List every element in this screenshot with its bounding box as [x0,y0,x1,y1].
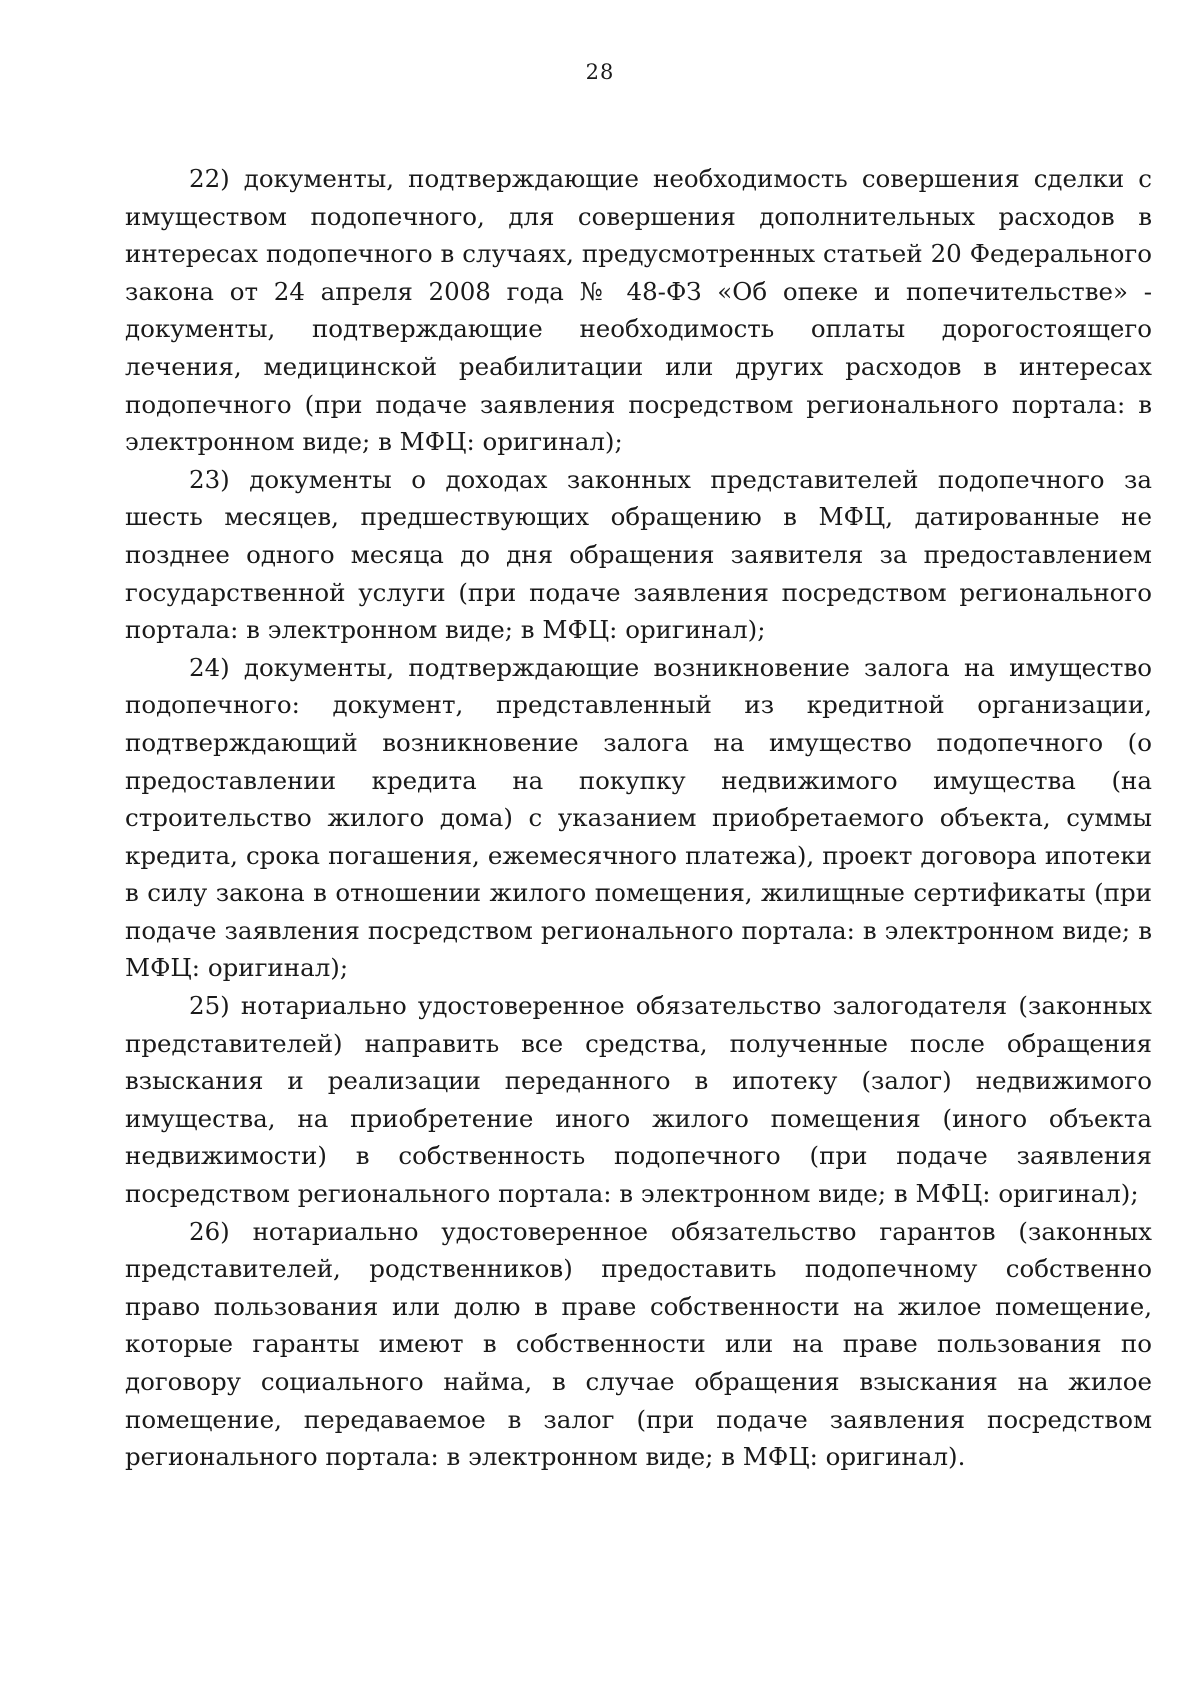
paragraph-item-26: 26) нотариально удостоверенное обязательство гарантов (законных представителей, родственников) предоставить подопечному собственно право пользования или долю в праве собственности на жилое помещение, которые гаранты имеют в собственности или на праве пользования по договору социального найма, в случае обращения взыскания на жилое помещение, передаваемое в залог (при подаче заявления посредством регионального портала: в электронном виде; в МФЦ: оригинал). [125,1216,1152,1472]
paragraph-item-25: 25) нотариально удостоверенное обязательство залогодателя (законных представителей) направить все средства, полученные после обращения взыскания и реализации переданного в ипотеку (залог) недвижимого имущества, на приобретение иного жилого помещения (иного объекта недвижимости) в собственность подопечного (при подаче заявления посредством регионального портала: в электронном виде; в МФЦ: оригинал); [125,991,1152,1209]
document-body [125,160,1152,1476]
paragraph-item-22: 22) документы, подтверждающие необходимость совершения сделки с имуществом подопечного, для совершения дополнительных расходов в интересах подопечного в случаях, предусмотренных статьей 20 Федерального закона от 24 апреля 2008 года № 48-ФЗ «Об опеке и попечительстве» - документы, подтверждающие необходимость оплаты дорогостоящего лечения, медицинской реабилитации или других расходов в интересах подопечного (при подаче заявления посредством регионального портала: в электронном виде; в МФЦ: оригинал); [125,164,1152,457]
paragraph-item-23: 23) документы о доходах законных представителей подопечного за шесть месяцев, предшествующих обращению в МФЦ, датированные не позднее одного месяца до дня обращения заявителя за предоставлением государственной услуги (при подаче заявления посредством регионального портала: в электронном виде; в МФЦ: оригинал); [125,464,1152,645]
page-number: 28 [585,60,615,84]
paragraph-item-24: 24) документы, подтверждающие возникновение залога на имущество подопечного: документ, представленный из кредитной организации, подтверждающий возникновение залога на имущество подопечного (о предоставлении кредита на покупку недвижимого имущества (на строительство жилого дома) с указанием приобретаемого объекта, суммы кредита, срока погашения, ежемесячного платежа), проект договора ипотеки в силу закона в отношении жилого помещения, жилищные сертификаты (при подаче заявления посредством регионального портала: в электронном виде; в МФЦ: оригинал); [125,652,1152,983]
